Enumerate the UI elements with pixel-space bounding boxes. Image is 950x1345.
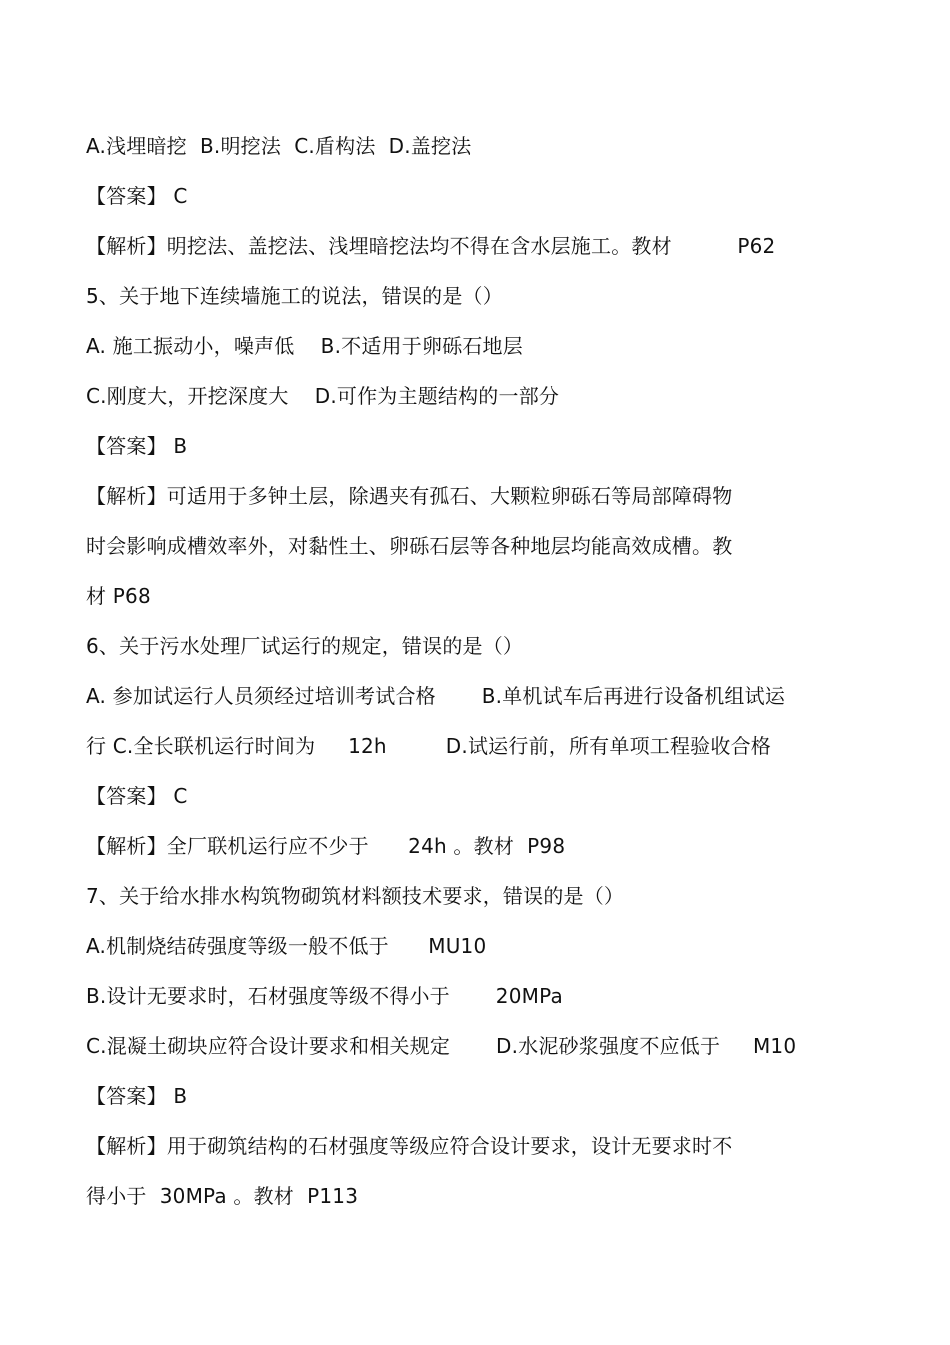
q7-explanation-line2: 得小于 30MPa 。教材 P113 xyxy=(86,1184,359,1208)
q6-answer: 【答案】 C xyxy=(86,784,188,808)
q7-answer: 【答案】 B xyxy=(86,1084,188,1108)
q7-option-a: A.机制烧结砖强度等级一般不低于 MU10 xyxy=(86,934,487,958)
q4-answer: 【答案】 C xyxy=(86,184,188,208)
q6-options-line1: A. 参加试运行人员须经过培训考试合格 B.单机试车后再进行设备机组试运 xyxy=(86,684,786,708)
q7-option-b: B.设计无要求时，石材强度等级不得小于 20MPa xyxy=(86,984,563,1008)
q5-explanation-line1: 【解析】可适用于多钟土层，除遇夹有孤石、大颗粒卵砾石等局部障碍物 xyxy=(86,484,733,508)
q7-options-cd: C.混凝土砌块应符合设计要求和相关规定 D.水泥砂浆强度不应低于 M10 xyxy=(86,1034,797,1058)
q5-options-ab: A. 施工振动小，噪声低 B.不适用于卵砾石地层 xyxy=(86,334,523,358)
q6-explanation: 【解析】全厂联机运行应不少于 24h 。教材 P98 xyxy=(86,834,566,858)
q5-question: 5、关于地下连续墙施工的说法，错误的是（） xyxy=(86,284,503,308)
q7-question: 7、关于给水排水构筑物砌筑材料额技术要求，错误的是（） xyxy=(86,884,625,908)
q7-explanation-line1: 【解析】用于砌筑结构的石材强度等级应符合设计要求，设计无要求时不 xyxy=(86,1134,733,1158)
q5-answer: 【答案】 B xyxy=(86,434,188,458)
q5-options-cd: C.刚度大，开挖深度大 D.可作为主题结构的一部分 xyxy=(86,384,560,408)
q6-question: 6、关于污水处理厂试运行的规定，错误的是（） xyxy=(86,634,524,658)
q5-explanation-line3: 材 P68 xyxy=(86,584,151,608)
q4-explanation: 【解析】明挖法、盖挖法、浅埋暗挖法均不得在含水层施工。教材 P62 xyxy=(86,234,776,258)
q4-options: A.浅埋暗挖 B.明挖法 C.盾构法 D.盖挖法 xyxy=(86,134,472,158)
q6-options-line2: 行 C.全长联机运行时间为 12h D.试运行前，所有单项工程验收合格 xyxy=(86,734,771,758)
q5-explanation-line2: 时会影响成槽效率外，对黏性土、卵砾石层等各种地层均能高效成槽。教 xyxy=(86,534,733,558)
